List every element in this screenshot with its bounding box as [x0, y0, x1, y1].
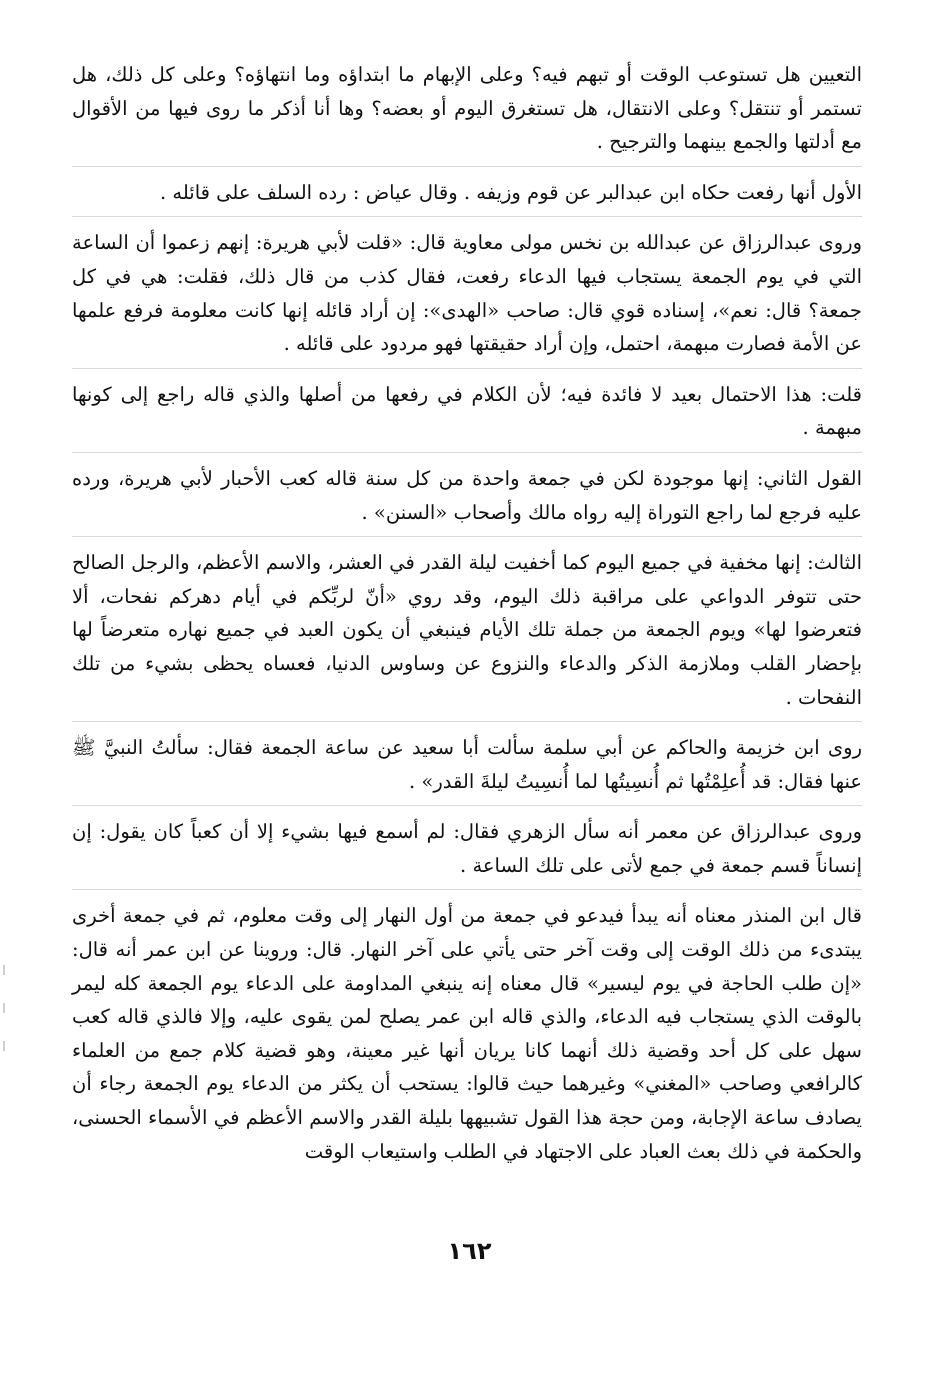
paragraph-divider	[72, 452, 862, 453]
paragraph: التعيين هل تستوعب الوقت أو تبهم فيه؟ وعلى الإبهام ما ابتداؤه وما انتهاؤه؟ وعلى كل ذلك، هل تستمر أو تنتقل؟ وعلى الانتقال، هل تستغرق اليوم أو بعضه؟ وها أنا أذكر ما روى فيها من الأقوال مع أدلتها والجمع بينهما والترجيح .	[72, 63, 862, 154]
paragraph-divider	[72, 368, 862, 369]
page-body	[72, 58, 862, 1175]
paragraph: القول الثاني: إنها موجودة لكن في جمعة واحدة من كل سنة قاله كعب الأحبار لأبي هريرة، ورده عليه فرجع لما راجع التوراة إليه رواه مالك وأصحاب «السنن» .	[72, 466, 862, 524]
paragraph-divider	[72, 721, 862, 722]
scan-margin-mark	[3, 1041, 5, 1051]
scan-margin-mark	[3, 1003, 5, 1013]
paragraph-divider	[72, 216, 862, 217]
paragraph: قلت: هذا الاحتمال بعيد لا فائدة فيه؛ لأن الكلام في رفعها من أصلها والذي قاله راجع إلى كونها مبهمة .	[72, 382, 862, 440]
paragraph: روى ابن خزيمة والحاكم عن أبي سلمة سألت أبا سعيد عن ساعة الجمعة فقال: سألتُ النبيَّ ﷺ عنها فقال: قد أُعلِمْتُها ثم أُنسِيتُها لما أُنسِيتُ ليلةَ القدر» .	[72, 736, 862, 793]
paragraph: قال ابن المنذر معناه أنه يبدأ فيدعو في جمعة من أول النهار إلى وقت معلوم، ثم في جمعة أخرى يبتدىء من ذلك الوقت إلى وقت آخر حتى يأتي على آخر النهار. قال: وروينا عن ابن عمر أنه قال: «إن طلب الحاجة في يوم ليسير» قال معناه إنه ينبغي المداومة على الدعاء يوم الجمعة كله ليمر بالوقت الذي يستجاب فيه الدعاء، والذي قاله ابن عمر يصلح لمن يقوى عليه، وإلا فالذي قاله كعب سهل على كل أحد وقضية ذلك أنهما كانا يريان أنها غير معينة، وهو قضية كلام جمع من العلماء كالرافعي وصاحب «المغني» وغيرهما حيث قالوا: يستحب أن يكثر من الدعاء يوم الجمعة رجاء أن يصادف ساعة الإجابة، ومن حجة هذا القول تشبيهها بليلة القدر والاسم الأعظم في الأسماء الحسنى، والحكمة في ذلك بعث العباد على الاجتهاد في الطلب واستيعاب الوقت	[72, 904, 862, 1163]
paragraph: وروى عبدالرزاق عن عبدالله بن نخس مولى معاوية قال: «قلت لأبي هريرة: إنهم زعموا أن الساعة التي في يوم الجمعة يستجاب فيها الدعاء رفعت، فقال كذب من قال ذلك، فقلت: هي في كل جمعة؟ قال: نعم»، إسناده قوي قال: صاحب «الهدى»: إن أراد قائله إنها كانت معلومة فرفع علمها عن الأمة فصارت مبهمة، احتمل، وإن أراد حقيقتها فهو مردود على قائله .	[72, 231, 862, 356]
page-number: ١٦٢	[447, 1237, 492, 1265]
paragraph-divider	[72, 805, 862, 806]
scan-margin-mark	[3, 965, 5, 975]
paragraph: وروى عبدالرزاق عن معمر أنه سأل الزهري فقال: لم أسمع فيها بشيء إلا أن كعباً كان يقول: إن إنساناً قسم جمعة في جمع لأتى على تلك الساعة .	[72, 820, 862, 877]
paragraph-divider	[72, 889, 862, 890]
paragraph: الثالث: إنها مخفية في جميع اليوم كما أخفيت ليلة القدر في العشر، والاسم الأعظم، والرجل الصالح حتى تتوفر الدواعي على مراقبة ذلك اليوم، وقد روي «أنّ لربِّكم في أيام دهركم نفحات، ألا فتعرضوا لها» ويوم الجمعة من جملة تلك الأيام فينبغي أن يكون العبد في جميع نهاره متعرضاً لها بإحضار القلب وملازمة الذكر والدعاء والنزوع عن وساوس الدنيا، فعساه يحظى بشيء من تلك النفحات .	[72, 551, 862, 709]
paragraph-divider	[72, 536, 862, 537]
paragraph: الأول أنها رفعت حكاه ابن عبدالبر عن قوم وزيفه . وقال عياض : رده السلف على قائله .	[159, 180, 862, 204]
paragraph-divider	[72, 166, 862, 167]
